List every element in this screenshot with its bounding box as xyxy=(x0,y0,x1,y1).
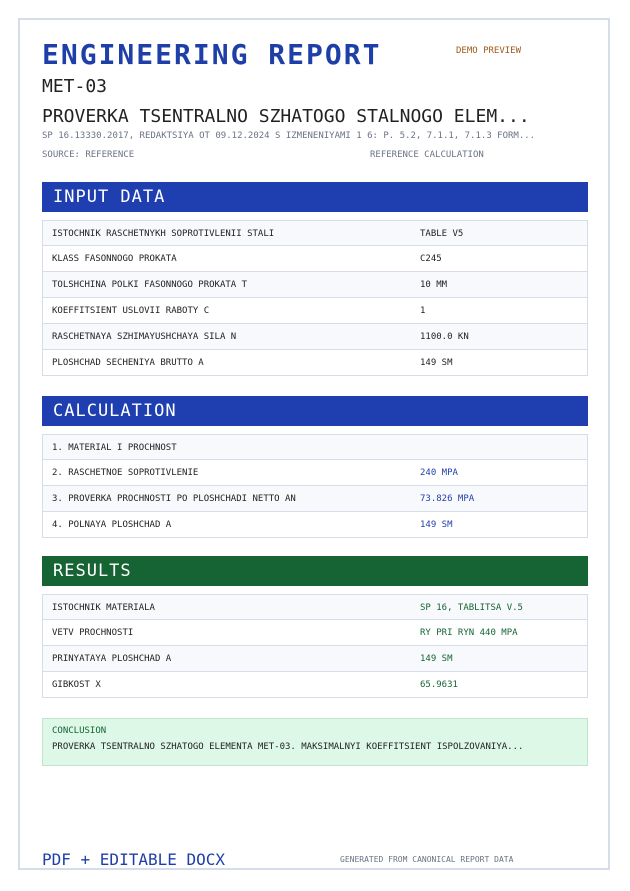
row-label: TOLSHCHINA POLKI FASONNOGO PROKATA T xyxy=(52,280,248,290)
section-input-heading: INPUT DATA xyxy=(42,182,588,212)
table-row xyxy=(42,350,588,376)
table-row xyxy=(42,220,588,246)
row-label: 2. RASCHETNOE SOPROTIVLENIE xyxy=(52,468,199,478)
conclusion-box xyxy=(42,718,588,766)
conclusion-text: PROVERKA TSENTRALNO SZHATOGO ELEMENTA MET-03. MAKSIMALNYI KOEFFITSIENT ISPOLZOVANIYA... xyxy=(52,742,524,752)
table-row xyxy=(42,272,588,298)
element-code: MET-03 xyxy=(42,76,108,97)
table-row xyxy=(42,434,588,460)
calc-type-label: REFERENCE CALCULATION xyxy=(370,150,484,160)
row-label: GIBKOST X xyxy=(52,680,101,690)
table-row xyxy=(42,246,588,272)
row-value: C245 xyxy=(420,254,442,264)
table-row xyxy=(42,646,588,672)
row-value: RY PRI RYN 440 MPA xyxy=(420,628,518,638)
row-value: 1 xyxy=(420,306,426,316)
row-value: 149 SM xyxy=(420,654,453,664)
row-label: ISTOCHNIK RASCHETNYKH SOPROTIVLENII STALI xyxy=(52,229,275,239)
conclusion-title: CONCLUSION xyxy=(52,726,107,736)
row-label: PRINYATAYA PLOSHCHAD A xyxy=(52,654,172,664)
row-value: 240 MPA xyxy=(420,468,458,478)
table-row xyxy=(42,512,588,538)
results-table xyxy=(42,594,588,698)
normative-reference: SP 16.13330.2017, REDAKTSIYA OT 09.12.2024 S IZMENENIYAMI 1 6: P. 5.2, 7.1.1, 7.1.3 FORM... xyxy=(42,131,536,141)
row-value: SP 16, TABLITSA V.5 xyxy=(420,603,523,613)
report-subtitle: PROVERKA TSENTRALNO SZHATOGO STALNOGO ELEM... xyxy=(42,106,530,127)
row-label: 4. POLNAYA PLOSHCHAD A xyxy=(52,520,172,530)
row-label: ISTOCHNIK MATERIALA xyxy=(52,603,155,613)
row-label: KLASS FASONNOGO PROKATA xyxy=(52,254,177,264)
row-value: 10 MM xyxy=(420,280,448,290)
row-value: TABLE V5 xyxy=(420,229,464,239)
footer-generated-note: GENERATED FROM CANONICAL REPORT DATA xyxy=(340,855,514,864)
demo-badge: DEMO PREVIEW xyxy=(456,46,522,56)
row-label: 1. MATERIAL I PROCHNOST xyxy=(52,443,177,453)
row-label: 3. PROVERKA PROCHNOSTI PO PLOSHCHADI NETTO AN xyxy=(52,494,296,504)
footer-format-label: PDF + EDITABLE DOCX xyxy=(42,850,226,869)
report-page xyxy=(18,18,610,870)
row-label: VETV PROCHNOSTI xyxy=(52,628,134,638)
table-row xyxy=(42,594,588,620)
row-label: PLOSHCHAD SECHENIYA BRUTTO A xyxy=(52,358,204,368)
row-value: 149 SM xyxy=(420,358,453,368)
input-table xyxy=(42,220,588,376)
section-calculation-heading: CALCULATION xyxy=(42,396,588,426)
row-label: RASCHETNAYA SZHIMAYUSHCHAYA SILA N xyxy=(52,332,237,342)
table-row xyxy=(42,672,588,698)
table-row xyxy=(42,620,588,646)
section-results-heading: RESULTS xyxy=(42,556,588,586)
table-row xyxy=(42,324,588,350)
report-title: ENGINEERING REPORT xyxy=(42,38,382,71)
table-row xyxy=(42,298,588,324)
table-row xyxy=(42,460,588,486)
row-value: 65.9631 xyxy=(420,680,458,690)
row-label: KOEFFITSIENT USLOVII RABOTY C xyxy=(52,306,210,316)
row-value: 73.826 MPA xyxy=(420,494,475,504)
table-row xyxy=(42,486,588,512)
row-value: 1100.0 KN xyxy=(420,332,469,342)
row-value: 149 SM xyxy=(420,520,453,530)
calculation-table xyxy=(42,434,588,538)
source-label: SOURCE: REFERENCE xyxy=(42,150,135,160)
